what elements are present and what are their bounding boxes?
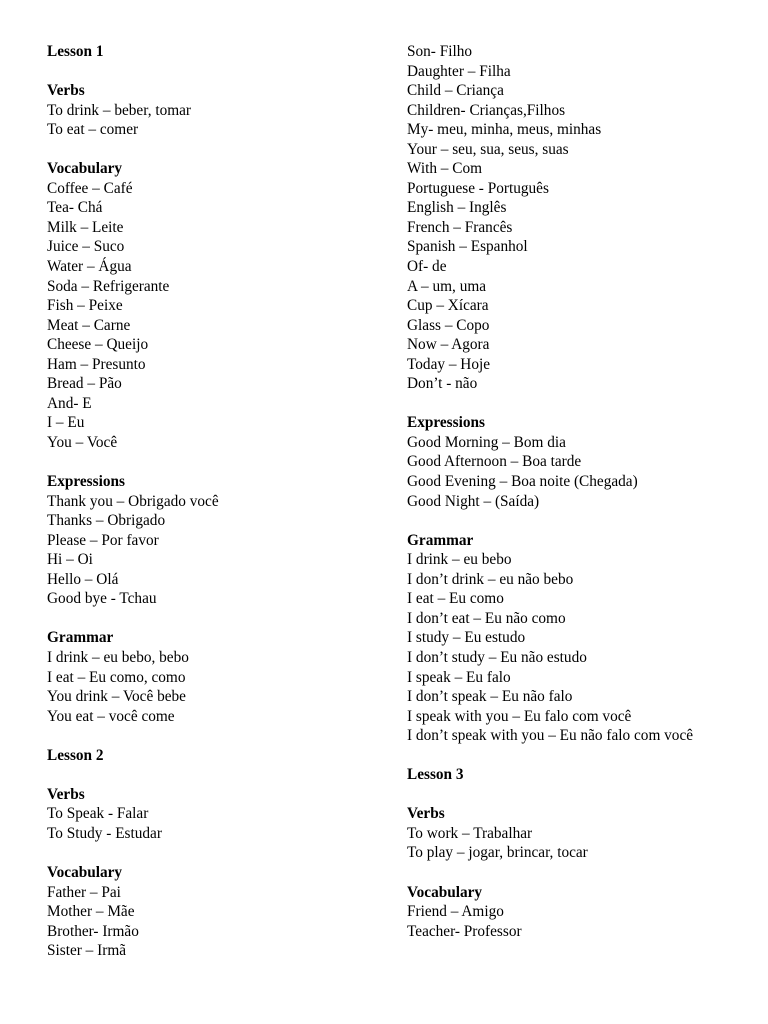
vocab-line: Thank you – Obrigado você bbox=[47, 492, 219, 510]
vocab-line: Good Morning – Bom dia bbox=[407, 433, 566, 451]
vocab-line: Friend – Amigo bbox=[407, 903, 504, 921]
vocab-line: With – Com bbox=[407, 160, 483, 178]
blank-line bbox=[47, 609, 387, 629]
blank-line bbox=[407, 511, 727, 531]
vocab-line: I don’t drink – eu não bebo bbox=[407, 570, 574, 588]
vocab-line: Cheese – Queijo bbox=[47, 336, 149, 354]
vocab-line: Father – Pai bbox=[47, 883, 121, 901]
blank-line bbox=[47, 140, 387, 160]
vocab-line: Milk – Leite bbox=[47, 218, 124, 236]
vocab-line: French – Francês bbox=[407, 218, 513, 236]
vocab-line: Good bye - Tchau bbox=[47, 590, 157, 608]
section-heading-expressions: Expressions bbox=[47, 473, 125, 491]
vocab-line: Portuguese - Português bbox=[407, 179, 549, 197]
blank-line bbox=[407, 863, 727, 883]
vocab-line: Sister – Irmã bbox=[47, 942, 127, 960]
vocab-line: I don’t speak – Eu não falo bbox=[407, 688, 573, 706]
vocab-line: You eat – você come bbox=[47, 707, 175, 725]
vocab-line: Please – Por favor bbox=[47, 531, 159, 549]
vocab-line: Of- de bbox=[407, 258, 447, 276]
section-heading-grammar: Grammar bbox=[47, 629, 114, 647]
vocab-line: Cup – Xícara bbox=[407, 297, 489, 315]
vocab-line: Son- Filho bbox=[407, 43, 473, 60]
vocab-line: I don’t study – Eu não estudo bbox=[407, 648, 587, 666]
section-heading-grammar: Grammar bbox=[407, 531, 474, 549]
section-heading-verbs: Verbs bbox=[47, 82, 85, 100]
vocab-line: To drink – beber, tomar bbox=[47, 101, 192, 119]
blank-line bbox=[407, 746, 727, 766]
left-column bbox=[47, 42, 387, 961]
vocab-line: Coffee – Café bbox=[47, 179, 133, 197]
vocab-line: To Study - Estudar bbox=[47, 824, 162, 842]
vocab-line: Child – Criança bbox=[407, 82, 504, 100]
vocab-line: Mother – Mãe bbox=[47, 903, 135, 921]
vocab-line: I don’t speak with you – Eu não falo com você bbox=[407, 727, 694, 745]
section-heading-lesson-2: Lesson 2 bbox=[47, 746, 104, 764]
vocab-line: Spanish – Espanhol bbox=[407, 238, 528, 256]
vocab-line: I speak with you – Eu falo com você bbox=[407, 707, 632, 725]
vocab-line: I don’t eat – Eu não como bbox=[407, 609, 566, 627]
vocab-line: Tea- Chá bbox=[47, 199, 103, 217]
section-heading-expressions: Expressions bbox=[407, 414, 485, 432]
section-heading-verbs: Verbs bbox=[407, 805, 445, 823]
vocab-line: And- E bbox=[47, 394, 92, 412]
vocab-line: Daughter – Filha bbox=[407, 62, 511, 80]
vocab-line: Teacher- Professor bbox=[407, 922, 522, 940]
vocab-line: I – Eu bbox=[47, 414, 85, 432]
section-heading-verbs: Verbs bbox=[47, 785, 85, 803]
blank-line bbox=[407, 785, 727, 805]
vocab-line: Ham – Presunto bbox=[47, 355, 146, 373]
section-heading-lesson-3: Lesson 3 bbox=[407, 766, 464, 784]
vocab-line: Meat – Carne bbox=[47, 316, 131, 334]
vocab-line: Good Night – (Saída) bbox=[407, 492, 540, 510]
blank-line bbox=[47, 726, 387, 746]
vocab-line: I study – Eu estudo bbox=[407, 629, 526, 647]
vocab-line: Hi – Oi bbox=[47, 551, 93, 569]
vocab-line: I eat – Eu como bbox=[407, 590, 504, 608]
section-heading-lesson-1: Lesson 1 bbox=[47, 43, 104, 60]
vocab-line: My- meu, minha, meus, minhas bbox=[407, 121, 602, 139]
vocab-line: Brother- Irmão bbox=[47, 922, 139, 940]
blank-line bbox=[47, 452, 387, 472]
vocab-line: To work – Trabalhar bbox=[407, 824, 533, 842]
vocab-line: Juice – Suco bbox=[47, 238, 125, 256]
section-heading-vocabulary: Vocabulary bbox=[47, 160, 123, 178]
vocab-line: You drink – Você bebe bbox=[47, 688, 186, 706]
vocab-line: Children- Crianças,Filhos bbox=[407, 101, 566, 119]
vocab-line: Hello – Olá bbox=[47, 570, 119, 588]
vocab-line: To eat – comer bbox=[47, 121, 139, 139]
vocab-line: I eat – Eu como, como bbox=[47, 668, 186, 686]
blank-line bbox=[47, 843, 387, 863]
vocab-line: English – Inglês bbox=[407, 199, 507, 217]
vocab-line: Today – Hoje bbox=[407, 355, 491, 373]
vocab-line: Good Evening – Boa noite (Chegada) bbox=[407, 473, 638, 491]
vocab-line: Your – seu, sua, seus, suas bbox=[407, 140, 569, 158]
blank-line bbox=[407, 394, 727, 414]
blank-line bbox=[47, 765, 387, 785]
section-heading-vocabulary: Vocabulary bbox=[47, 863, 123, 881]
vocab-line: Water – Água bbox=[47, 258, 132, 276]
vocab-line: Good Afternoon – Boa tarde bbox=[407, 453, 582, 471]
vocab-line: I drink – eu bebo bbox=[407, 551, 512, 569]
right-column bbox=[407, 42, 727, 941]
vocab-line: Don’t - não bbox=[407, 375, 478, 393]
vocab-line: Glass – Copo bbox=[407, 316, 490, 334]
blank-line bbox=[47, 62, 387, 82]
vocab-line: To Speak - Falar bbox=[47, 805, 149, 823]
vocab-line: Fish – Peixe bbox=[47, 297, 123, 315]
vocab-line: I speak – Eu falo bbox=[407, 668, 511, 686]
vocab-line: Now – Agora bbox=[407, 336, 490, 354]
vocab-line: I drink – eu bebo, bebo bbox=[47, 648, 189, 666]
section-heading-vocabulary: Vocabulary bbox=[407, 883, 483, 901]
vocab-line: Thanks – Obrigado bbox=[47, 512, 166, 530]
vocab-line: Bread – Pão bbox=[47, 375, 122, 393]
vocab-line: Soda – Refrigerante bbox=[47, 277, 170, 295]
vocab-line: To play – jogar, brincar, tocar bbox=[407, 844, 588, 862]
vocab-line: A – um, uma bbox=[407, 277, 487, 295]
vocab-line: You – Você bbox=[47, 433, 118, 451]
